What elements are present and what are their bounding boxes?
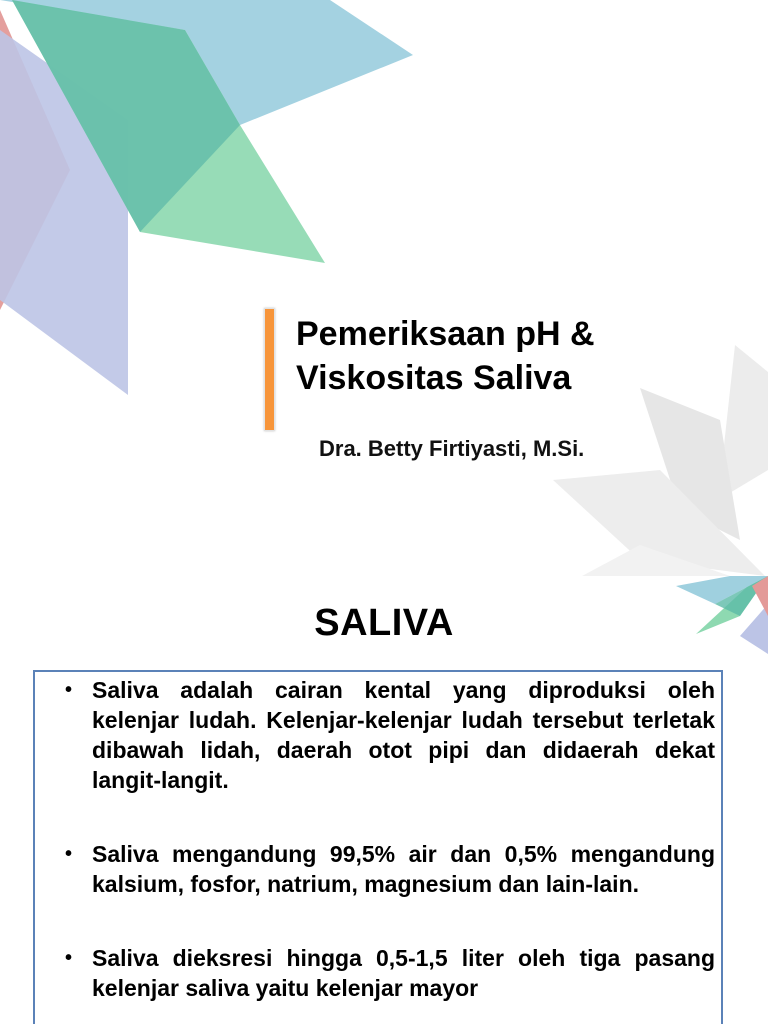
bullet-dot-icon: • xyxy=(65,947,73,969)
saliva-slide xyxy=(0,576,768,1024)
bullet-list xyxy=(65,675,715,1024)
bullet-item xyxy=(65,943,715,1003)
slide-title-line-1: Pemeriksaan pH & xyxy=(296,315,595,353)
bullet-item xyxy=(65,675,715,795)
author-name: Dra. Betty Firtiyasti, M.Si. xyxy=(319,436,585,461)
bullet-text: Saliva dieksresi hingga 0,5-1,5 liter oleh tiga pasang kelenjar saliva yaitu kelenjar mayor xyxy=(92,945,715,1001)
slide-title-line-2: Viskositas Saliva xyxy=(296,359,572,397)
content-box xyxy=(33,670,723,1024)
orange-accent-bar xyxy=(264,308,275,431)
bullet-item xyxy=(65,839,715,899)
bullet-text: Saliva adalah cairan kental yang diproduksi oleh kelenjar ludah. Kelenjar-kelenjar ludah tersebut terletak dibawah lidah, daerah otot pipi dan didaerah dekat langit-langit. xyxy=(92,677,715,793)
bullet-dot-icon: • xyxy=(65,679,73,701)
slide-title xyxy=(296,312,736,400)
bullet-dot-icon: • xyxy=(65,843,73,865)
bullet-text: Saliva mengandung 99,5% air dan 0,5% mengandung kalsium, fosfor, natrium, magnesium dan lain-lain. xyxy=(92,841,715,897)
slide-heading: SALIVA xyxy=(314,602,454,644)
